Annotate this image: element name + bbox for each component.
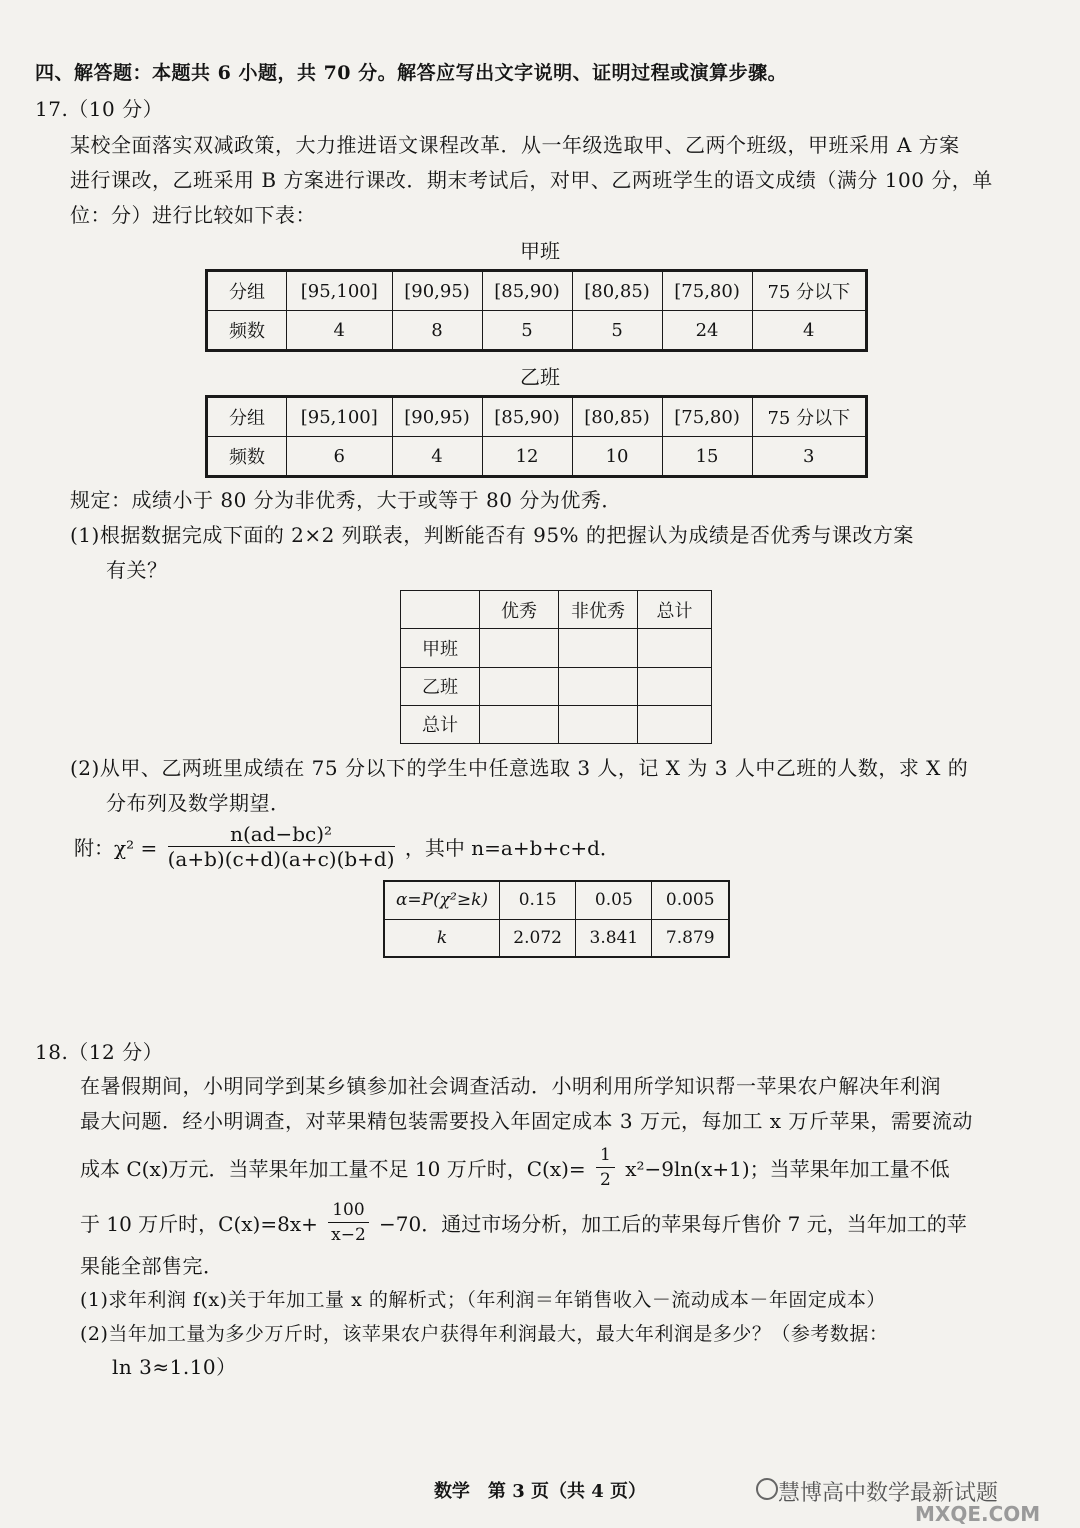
q17-part1-line-2: 有关？ — [106, 558, 168, 582]
table-b-header-cell: [85,90) — [482, 397, 572, 437]
contingency-empty-cell[interactable] — [638, 629, 712, 667]
contingency-empty-cell[interactable] — [559, 629, 638, 667]
ref-row2-cell: 2.072 — [500, 919, 576, 957]
table-b-header-cell: [75,80) — [662, 397, 752, 437]
table-a-header-cell: [85,90) — [482, 271, 572, 311]
contingency-row-header: 乙班 — [401, 667, 480, 705]
contingency-empty-cell[interactable] — [480, 705, 559, 743]
page-footer: 数学 第 3 页（共 4 页） — [433, 1481, 647, 1502]
contingency-empty-cell[interactable] — [480, 629, 559, 667]
table-b-header-cell: [90,95) — [392, 397, 482, 437]
contingency-table — [400, 590, 712, 744]
ref-row2-cell: 3.841 — [576, 919, 652, 957]
table-b-freq-cell: 10 — [572, 437, 662, 477]
q18-line-4-a: 于 10 万斤时，C(x)=8x+ — [80, 1212, 318, 1236]
q18-half-fraction — [596, 1143, 615, 1192]
formula-denominator: (a+b)(c+d)(a+c)(b+d) — [167, 847, 395, 871]
table-a-header-cell: [75,80) — [662, 271, 752, 311]
q18-line-3 — [80, 1143, 950, 1192]
formula-suffix: ，其中 n=a+b+c+d． — [404, 836, 620, 860]
table-b-header-cell: [80,85) — [572, 397, 662, 437]
contingency-col-header: 非优秀 — [559, 591, 638, 629]
q18-line-3-a: 成本 C(x)万元．当苹果年加工量不足 10 万斤时，C(x)= — [80, 1157, 586, 1181]
contingency-col-header: 优秀 — [480, 591, 559, 629]
formula-numerator: n(ad−bc)² — [168, 822, 395, 847]
q18-line-5: 果能全部售完． — [80, 1254, 224, 1278]
table-a-freq-label: 频数 — [207, 311, 287, 351]
formula-prefix: 附：χ² = — [74, 836, 158, 860]
q18-cost-num: 100 — [328, 1198, 368, 1223]
q18-cost-fraction — [328, 1198, 368, 1247]
ref-row1-label: α=P(χ²≥k) — [384, 881, 500, 919]
q17-part2-line-1: (2)从甲、乙两班里成绩在 75 分以下的学生中任意选取 3 人，记 X 为 3 人中乙班的人数，求 X 的 — [70, 756, 969, 780]
contingency-corner — [401, 591, 480, 629]
q18-half-num: 1 — [596, 1143, 615, 1168]
contingency-empty-cell[interactable] — [638, 667, 712, 705]
q18-line-4 — [80, 1198, 967, 1247]
table-a-freq-cell: 8 — [392, 311, 482, 351]
table-a — [205, 269, 868, 352]
table-b-freq-cell: 15 — [662, 437, 752, 477]
table-a-header-cell: 75 分以下 — [752, 271, 866, 311]
ref-row2-label: k — [384, 919, 500, 957]
q17-rule: 规定：成绩小于 80 分为非优秀，大于或等于 80 分为优秀． — [70, 488, 622, 512]
q18-number: 18.（12 分） — [35, 1040, 164, 1064]
contingency-row-header: 总计 — [401, 705, 480, 743]
q18-part2-line-2: ln 3≈1.10） — [112, 1355, 237, 1379]
table-b-freq-label: 频数 — [207, 437, 287, 477]
section-header: 四、解答题：本题共 6 小题，共 70 分。解答应写出文字说明、证明过程或演算步骤。 — [35, 62, 788, 84]
table-b-title: 乙班 — [520, 365, 560, 389]
table-b-header-cell: 75 分以下 — [752, 397, 866, 437]
wechat-icon — [756, 1478, 778, 1500]
q18-line-4-b: −70．通过市场分析，加工后的苹果每斤售价 7 元，当年加工的苹 — [379, 1212, 967, 1236]
table-a-freq-cell: 5 — [572, 311, 662, 351]
formula-fraction — [168, 822, 395, 871]
table-b-freq-cell: 4 — [392, 437, 482, 477]
table-b-freq-cell: 6 — [287, 437, 393, 477]
contingency-empty-cell[interactable] — [638, 705, 712, 743]
q17-text-line-3: 位：分）进行比较如下表： — [70, 203, 316, 227]
table-a-header-cell: [95,100] — [287, 271, 393, 311]
q18-part1: (1)求年利润 f(x)关于年加工量 x 的解析式；（年利润＝年销售收入－流动成本－年固定成本） — [80, 1289, 886, 1311]
q18-line-3-b: x²−9ln(x+1)；当苹果年加工量不低 — [625, 1157, 950, 1181]
watermark-logo: MXQE.COM — [915, 1502, 1041, 1526]
q18-line-1: 在暑假期间，小明同学到某乡镇参加社会调查活动．小明利用所学知识帮一苹果农户解决年利润 — [80, 1074, 941, 1098]
q18-part2-line-1: (2)当年加工量为多少万斤时，该苹果农户获得年利润最大，最大年利润是多少？（参考数据： — [80, 1323, 889, 1345]
q17-text-line-2: 进行课改，乙班采用 B 方案进行课改．期末考试后，对甲、乙两班学生的语文成绩（满分 100 分，单 — [70, 168, 993, 192]
q18-cost-den: x−2 — [331, 1225, 366, 1245]
q17-part1-line-1: (1)根据数据完成下面的 2×2 列联表，判断能否有 95% 的把握认为成绩是否优秀与课改方案 — [70, 523, 914, 547]
table-a-header-cell: 分组 — [207, 271, 287, 311]
table-b-freq-cell: 12 — [482, 437, 572, 477]
q17-text-line-1: 某校全面落实双减政策，大力推进语文课程改革．从一年级选取甲、乙两个班级，甲班采用 A 方案 — [70, 133, 960, 157]
table-a-freq-cell: 5 — [482, 311, 572, 351]
ref-row1-cell: 0.15 — [500, 881, 576, 919]
table-b-header-cell: [95,100] — [287, 397, 393, 437]
q17-number: 17.（10 分） — [35, 97, 164, 121]
ref-row2-cell: 7.879 — [652, 919, 729, 957]
table-a-freq-cell: 4 — [752, 311, 866, 351]
q18-line-2: 最大问题．经小明调查，对苹果精包装需要投入年固定成本 3 万元，每加工 x 万斤苹果，需要流动 — [80, 1109, 973, 1133]
reference-table — [383, 880, 730, 958]
contingency-empty-cell[interactable] — [559, 667, 638, 705]
q18-half-den: 2 — [600, 1170, 611, 1190]
table-a-title: 甲班 — [520, 239, 560, 263]
ref-row1-cell: 0.05 — [576, 881, 652, 919]
ref-row1-cell: 0.005 — [652, 881, 729, 919]
table-a-freq-cell: 24 — [662, 311, 752, 351]
contingency-empty-cell[interactable] — [559, 705, 638, 743]
table-b-freq-cell: 3 — [752, 437, 866, 477]
table-a-header-cell: [80,85) — [572, 271, 662, 311]
table-a-header-cell: [90,95) — [392, 271, 482, 311]
table-b — [205, 395, 868, 478]
table-b-header-cell: 分组 — [207, 397, 287, 437]
contingency-col-header: 总计 — [638, 591, 712, 629]
q17-part2-line-2: 分布列及数学期望． — [106, 791, 291, 815]
watermark-text: 慧博高中数学最新试题 — [778, 1481, 999, 1506]
table-a-freq-cell: 4 — [287, 311, 393, 351]
contingency-row-header: 甲班 — [401, 629, 480, 667]
contingency-empty-cell[interactable] — [480, 667, 559, 705]
chi-square-formula — [74, 822, 620, 871]
